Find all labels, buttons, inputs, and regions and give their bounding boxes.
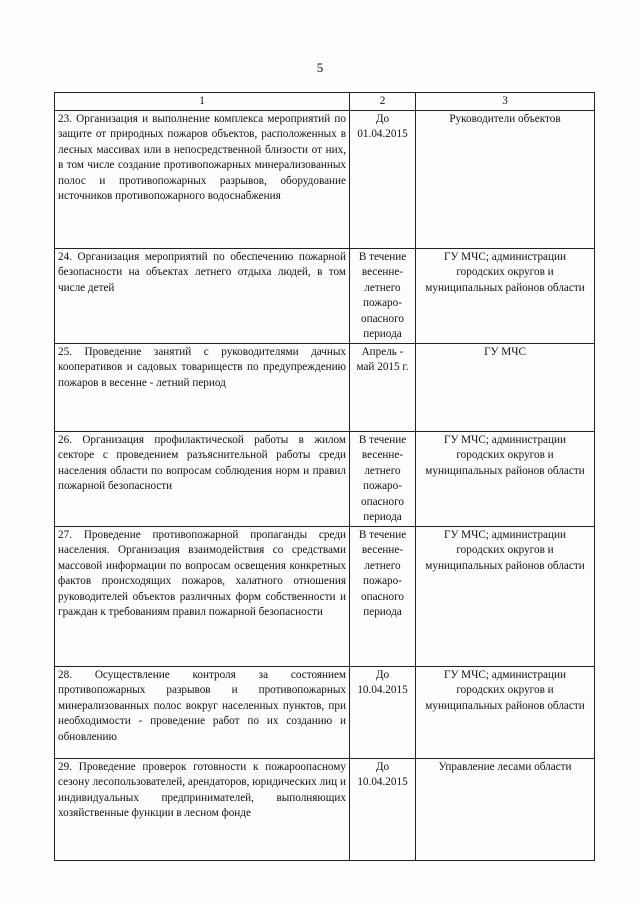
table-row [55,526,595,666]
table-row [55,248,595,343]
measures-table [54,92,595,861]
column-header-2: 2 [350,93,416,111]
term-cell: До 01.04.2015 [350,110,416,248]
responsible-cell: ГУ МЧС; администрации городских округов и муниципальных районов области [416,431,595,526]
task-cell: 27. Проведение противопожарной пропаганды среди населения. Организация взаимодействия со средствами массовой информации по вопросам освещения конкретных фактов происходящих пожаров, халатного отношения руководителей объектов различных форм собственности и граждан к требованиям правил пожарной безопасности [55,526,350,666]
column-header-3: 3 [416,93,595,111]
responsible-cell: ГУ МЧС; администрации городских округов и муниципальных районов области [416,526,595,666]
task-cell: 25. Проведение занятий с руководителями дачных кооперативов и садовых товариществ по предупреждению пожаров в весенне - летний период [55,343,350,431]
page-number: 5 [316,60,324,75]
responsible-cell: Управление лесами области [416,758,595,860]
column-header-1: 1 [55,93,350,111]
table-row [55,343,595,431]
task-cell: 23. Организация и выполнение комплекса мероприятий по защите от природных пожаров объектов, расположенных в лесных массивах или в непосредственной близости от них, в том числе создание противопожарных минерализованных полос и противопожарных разрывов, оборудование источников противопожарного водоснабжения [55,110,350,248]
responsible-cell: Руководители объектов [416,110,595,248]
responsible-cell: ГУ МЧС [416,343,595,431]
task-cell: 24. Организация мероприятий по обеспечению пожарной безопасности на объектах летнего отдыха людей, в том числе детей [55,248,350,343]
term-cell: В течение весенне-летнего пожаро-опасного периода [350,526,416,666]
term-cell: Апрель - май 2015 г. [350,343,416,431]
table-row [55,666,595,758]
task-cell: 28. Осуществление контроля за состоянием противопожарных разрывов и противопожарных минерализованных полос вокруг населенных пунктов, при необходимости - проведение работ по их созданию и обновлению [55,666,350,758]
term-cell: В течение весенне-летнего пожаро-опасного периода [350,431,416,526]
table-row [55,758,595,860]
responsible-cell: ГУ МЧС; администрации городских округов и муниципальных районов области [416,666,595,758]
task-cell: 29. Проведение проверок готовности к пожароопасному сезону лесопользователей, арендаторов, юридических лиц и индивидуальных предпринимателей, выполняющих хозяйственные функции в лесном фонде [55,758,350,860]
table-header-row [55,93,595,111]
task-cell: 26. Организация профилактической работы в жилом секторе с проведением разъяснительной работы среди населения области по вопросам соблюдения норм и правил пожарной безопасности [55,431,350,526]
table-row [55,431,595,526]
table-row [55,110,595,248]
term-cell: В течение весенне-летнего пожаро-опасного периода [350,248,416,343]
term-cell: До 10.04.2015 [350,758,416,860]
term-cell: До 10.04.2015 [350,666,416,758]
responsible-cell: ГУ МЧС; администрации городских округов и муниципальных районов области [416,248,595,343]
